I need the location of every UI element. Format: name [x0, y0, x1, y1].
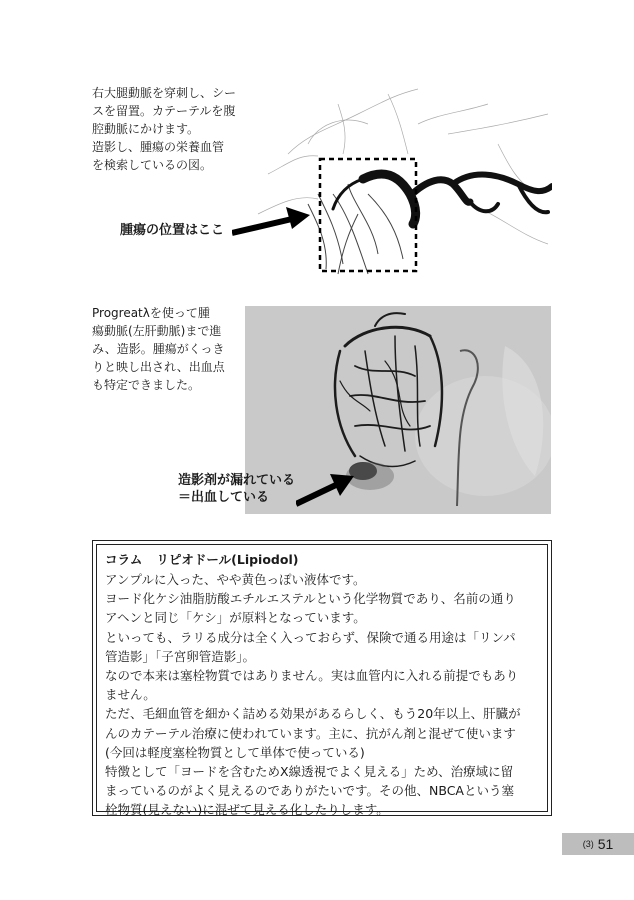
page-number: 51 — [597, 836, 614, 852]
column-lipiodol — [92, 540, 552, 816]
celiac-angiogram-image — [248, 84, 552, 296]
callout-arrow-1 — [232, 205, 312, 249]
column-body: アンプルに入った、やや黄色っぽい液体です。 ヨード化ケシ油脂肪酸エチルエステルという化学物質であり、名前の通り アヘンと同じ「ケシ」が原料となっています。 といっても、ラリる成分は全く入っておらず、保険で通る用途は「リンパ 管造影」「子宮卵管造影」。 なので本来は塞栓物質ではありません。実は血管内に入れる前提でもあり ません。 ただ、毛細血管を細かく詰める効果があるらしく、もう20年以上、肝臓が んのカテーテル治療に使われています。主に、抗がん剤と混ぜて使います (今回は軽度塞栓物質として単体で使っている) 特徴として「ヨードを含むためX線透視でよく見える」ため、治療域に留 まっているのがよく見えるのでありがたいです。その他、NBCAという塞 栓物質(見えない)に混ぜて見える化したりします。 — [105, 572, 521, 818]
angiogram-2-caption: Progreatλを使って腫 瘍動脈(左肝動脈)まで進 み、造影。腫瘍がくっき りと映し出され、出血点 も特定できました。 — [92, 306, 225, 392]
tumor-location-label: 腫瘍の位置はここ — [120, 223, 225, 238]
page-number-tab — [562, 833, 634, 855]
angiogram-1-caption: 右大腿動脈を穿刺し、シー スを留置。カテーテルを腹 腔動脈にかけます。 造影し、腫瘍の栄養血管 を検索しているの図。 — [92, 86, 237, 172]
column-heading: コラム — [105, 552, 143, 567]
page-sub-number: (3) — [582, 839, 594, 849]
column-title — [105, 551, 539, 569]
bleeding-label: 造影剤が漏れている ＝出血している — [178, 473, 296, 505]
column-title-text: リピオドール(Lipiodol) — [156, 552, 299, 567]
callout-arrow-2 — [296, 470, 356, 514]
